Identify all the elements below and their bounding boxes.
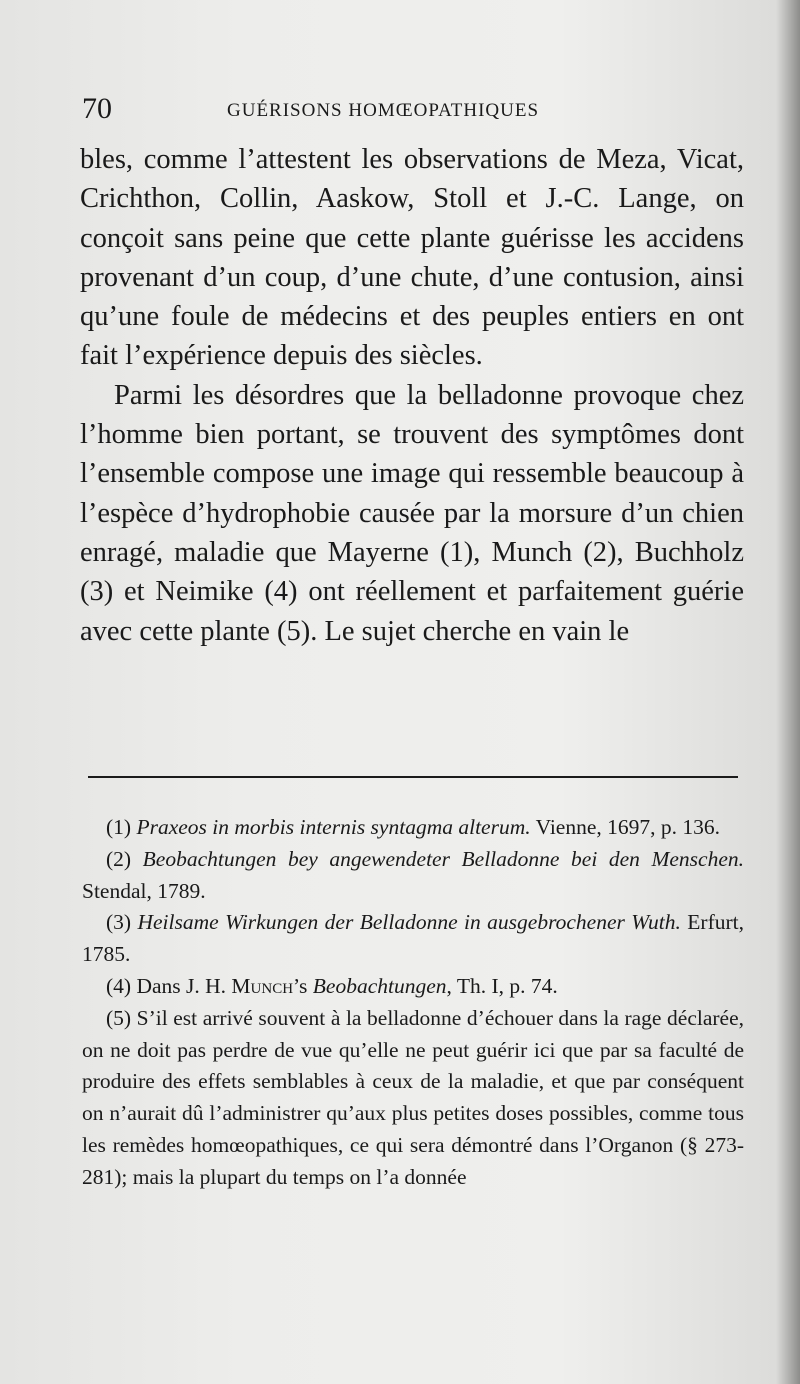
- footnote-mark: (3): [106, 910, 132, 935]
- footnote-title: Beobachtungen bey angewendeter Belladonne bei den Menschen.: [142, 846, 744, 871]
- footnote-author: Munch: [231, 973, 294, 998]
- body-text: [80, 140, 744, 651]
- footnote: [82, 971, 744, 1003]
- footnote-details: Stendal, 1789.: [82, 878, 206, 903]
- footnote: [82, 1003, 744, 1194]
- footnote-prefix: Dans J. H.: [131, 973, 232, 998]
- footnote-mark: (2): [106, 846, 132, 871]
- footnotes: [82, 812, 744, 1194]
- footnote-mark: (1): [106, 815, 132, 839]
- footnote-details: Vienne, 1697, p. 136.: [530, 815, 721, 839]
- page-header: [82, 92, 722, 132]
- footnote-details: , Th. I, p. 74.: [446, 973, 558, 998]
- running-head: GUÉRISONS HOMŒOPATHIQUES: [227, 100, 540, 121]
- footnote-mark: (4): [106, 973, 132, 998]
- footnote-title: Praxeos in morbis internis syntagma alterum.: [136, 815, 531, 839]
- paragraph: bles, comme l’attestent les observations de Meza, Vicat, Crichthon, Collin, Aaskow, Stoll et J.-C. Lange, on conçoit sans peine que cette plante guérisse les accidens provenant d’un coup, d’une chute, d’une contusion, ainsi qu’une foule de médecins et des peuples entiers en ont fait l’expérience depuis des siècles.: [80, 144, 744, 372]
- footnote: [82, 907, 744, 971]
- footnote-mark: (5): [106, 1005, 132, 1030]
- footnote-divider: [88, 776, 738, 778]
- footnote-title: Beobachtungen: [312, 973, 447, 998]
- footnote: [82, 844, 744, 908]
- footnote-possessive: ’s: [293, 973, 313, 998]
- page-number: 70: [82, 92, 112, 125]
- paragraph: Parmi les désordres que la belladonne provoque chez l’homme bien portant, se trouvent des symptômes dont l’ensemble compose une image qui ressemble beaucoup à l’espèce d’hydrophobie causée par la morsure d’un chien enragé, maladie que Mayerne (1), Munch (2), Buchholz (3) et Neimike (4) ont réellement et parfaitement guérie avec cette plante (5). Le sujet cherche en vain le: [80, 379, 744, 647]
- footnote: [82, 812, 744, 844]
- footnote-title: Heilsame Wirkungen der Belladonne in ausgebrochener Wuth.: [137, 910, 681, 935]
- footnote-text: S’il est arrivé souvent à la belladonne d’échouer dans la rage déclarée, on ne doit pas perdre de vue qu’elle ne peut guérir ici que par sa faculté de produire des effets semblables à ceux de la maladie, et que par conséquent on n’aurait dû l’administrer qu’aux plus petites doses possibles, comme tous les remèdes homœopathiques, ce qui sera démontré dans l’Organon (§ 273-281); mais la plupart du temps on l’a donnée: [82, 1005, 744, 1189]
- footnote-details: Erfurt, 1785.: [82, 910, 744, 967]
